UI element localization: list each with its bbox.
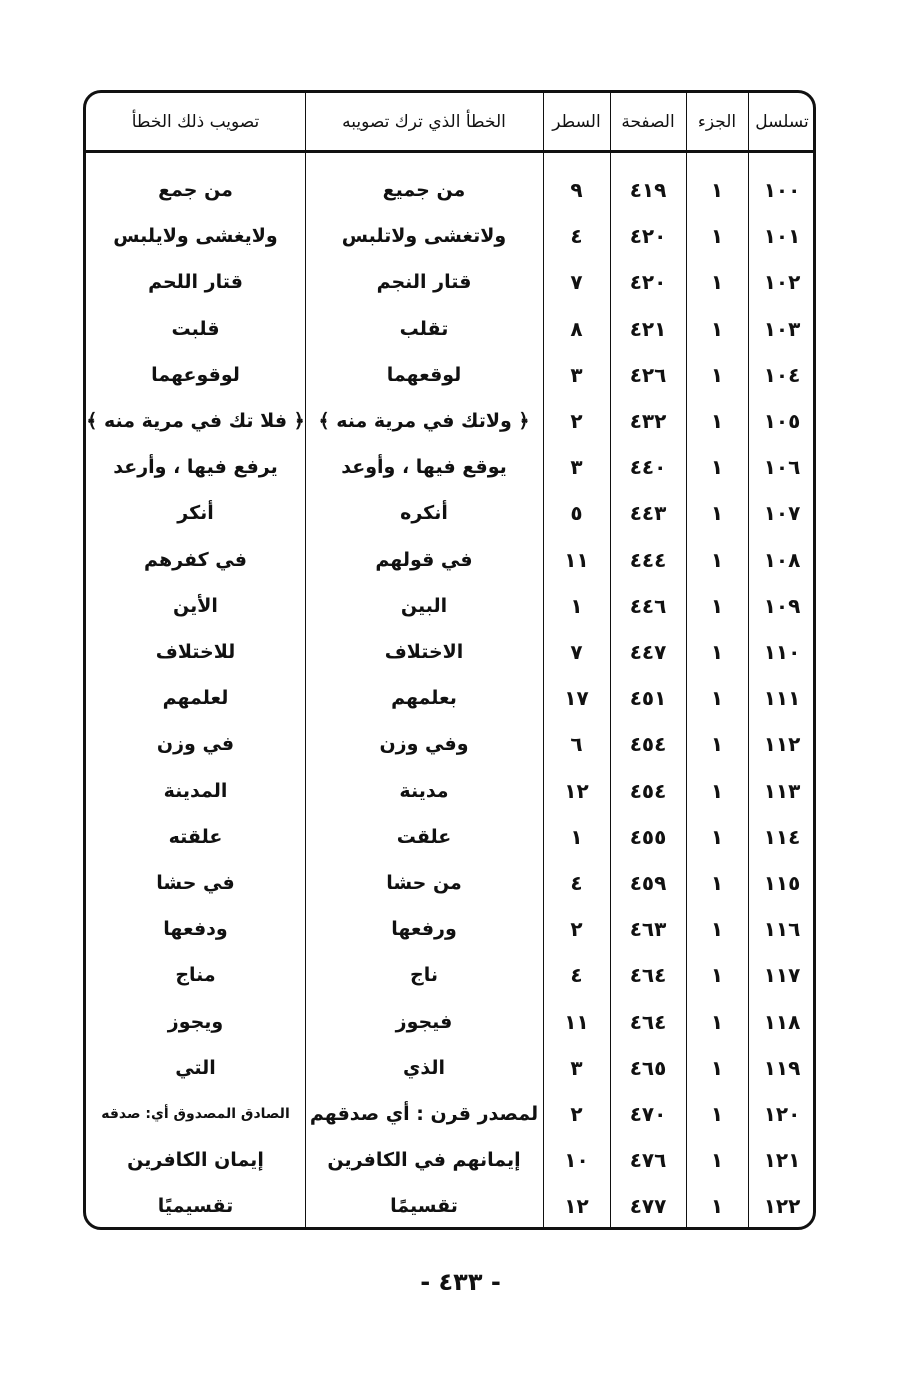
table-body (86, 153, 813, 1227)
cell-page: ٤١٩ (629, 178, 667, 202)
table-row (86, 1137, 813, 1183)
cell-part: ١ (710, 178, 724, 202)
cell-page: ٤٤٤ (629, 547, 667, 572)
cell-line: ٨ (570, 316, 583, 341)
cell-correction: الصادق المصدوق أي: صدقه (101, 1106, 290, 1122)
cell-part: ١ (710, 455, 724, 480)
cell-correction: لعلمهم (162, 687, 229, 710)
cell-error: من حشا (386, 872, 462, 894)
cell-serial: ١٠٤ (763, 362, 801, 387)
cell-part: ١ (710, 1194, 724, 1219)
cell-part: ١ (710, 593, 724, 618)
cell-serial: ١٢١ (763, 1148, 801, 1173)
cell-correction: في كفرهم (144, 548, 247, 571)
cell-line: ٧ (570, 640, 583, 664)
cell-error: وفي وزن (379, 733, 469, 756)
cell-correction: إيمان الكافرين (127, 1149, 264, 1172)
cell-part: ١ (710, 1009, 724, 1034)
cell-line: ١ (570, 824, 583, 849)
cell-serial: ١٠٧ (763, 501, 801, 526)
errata-table (83, 90, 816, 1230)
table-row (86, 1091, 813, 1137)
cell-part: ١ (710, 362, 724, 387)
cell-line: ٣ (570, 455, 583, 480)
table-row (86, 768, 813, 814)
table-row (86, 952, 813, 998)
cell-serial: ١٠٦ (763, 455, 801, 480)
cell-line: ٤ (570, 963, 583, 988)
header-error: الخطأ الذي ترك تصويبه (342, 111, 506, 132)
cell-correction: مناج (175, 964, 216, 987)
cell-line: ٥ (570, 501, 583, 526)
cell-part: ١ (710, 640, 724, 664)
cell-page: ٤٣٢ (629, 409, 667, 433)
cell-line: ٤ (570, 871, 583, 895)
cell-error: ناج (410, 964, 438, 987)
cell-error: من جميع (382, 179, 466, 201)
cell-error: تقسيمًا (390, 1195, 458, 1218)
cell-line: ٢ (570, 409, 583, 433)
cell-correction: ويجوز (167, 1010, 224, 1033)
table-row (86, 814, 813, 860)
page-number: - ٤٣٣ - (420, 1268, 501, 1296)
cell-serial: ١١٢ (763, 732, 801, 757)
cell-error: ﴿ ولاتك في مرية منه ﴾ (318, 410, 530, 432)
cell-serial: ١١٤ (763, 824, 801, 849)
table-row (86, 306, 813, 352)
cell-line: ٤ (570, 224, 583, 249)
table-row (86, 906, 813, 952)
cell-serial: ١٢٢ (763, 1194, 801, 1219)
cell-page: ٤٢١ (629, 316, 667, 341)
cell-part: ١ (710, 1102, 724, 1126)
cell-correction: أنكر (177, 502, 214, 525)
cell-page: ٤٦٥ (629, 1055, 667, 1080)
cell-part: ١ (710, 963, 724, 988)
cell-part: ١ (710, 778, 724, 803)
cell-correction: يرفع فيها ، وأرعد (113, 456, 278, 479)
table-row (86, 675, 813, 721)
cell-error: أنكره (400, 502, 448, 525)
header-correction: تصويب ذلك الخطأ (131, 111, 260, 132)
cell-serial: ١١٥ (763, 871, 801, 895)
cell-part: ١ (710, 316, 724, 341)
cell-correction: قتار اللحم (148, 271, 243, 294)
cell-page: ٤٤٧ (629, 640, 667, 664)
cell-line: ١ (570, 593, 583, 618)
cell-line: ١١ (564, 547, 589, 572)
table-row (86, 259, 813, 305)
cell-correction: ﴿ فلا تك في مرية منه ﴾ (86, 410, 305, 432)
cell-page: ٤٤٣ (629, 501, 667, 526)
cell-correction: في حشا (156, 872, 235, 894)
cell-error: فيجوز (395, 1010, 453, 1033)
cell-page: ٤٧٠ (629, 1102, 667, 1126)
table-header (86, 93, 813, 153)
cell-page: ٤٤٠ (629, 455, 667, 480)
cell-line: ٢ (570, 1102, 583, 1126)
cell-serial: ١٢٠ (763, 1102, 801, 1126)
cell-page: ٤٥٤ (629, 778, 667, 803)
cell-error: بعلمهم (391, 687, 457, 710)
cell-line: ٣ (570, 1055, 583, 1080)
cell-line: ١٢ (564, 778, 589, 803)
cell-correction: الأين (173, 594, 218, 617)
table-row (86, 167, 813, 213)
cell-part: ١ (710, 224, 724, 249)
cell-correction: لوقوعهما (151, 363, 240, 386)
cell-serial: ١٠٨ (763, 547, 801, 572)
cell-page: ٤٢٦ (629, 362, 667, 387)
cell-part: ١ (710, 917, 724, 942)
cell-correction: ولايغشى ولايلبس (113, 225, 278, 248)
cell-correction: في وزن (156, 733, 235, 756)
table-row (86, 490, 813, 536)
header-page: الصفحة (621, 111, 675, 132)
cell-correction: للاختلاف (155, 641, 236, 663)
cell-error: مدينة (399, 779, 449, 802)
cell-error: لمصدر قرن : أي صدقهم (309, 1103, 539, 1125)
cell-line: ٧ (570, 270, 583, 295)
cell-error: يوقع فيها ، وأوعد (341, 456, 507, 479)
cell-serial: ١١١ (763, 686, 801, 711)
cell-error: الاختلاف (384, 641, 464, 663)
cell-page: ٤٦٤ (629, 1009, 667, 1034)
cell-serial: ١١٠ (763, 640, 801, 664)
cell-correction: قلبت (171, 317, 220, 340)
cell-part: ١ (710, 270, 724, 295)
cell-correction: المدينة (163, 779, 228, 802)
cell-error: لوقعهما (386, 363, 462, 386)
cell-part: ١ (710, 1055, 724, 1080)
cell-serial: ١٠٩ (763, 593, 801, 618)
cell-part: ١ (710, 871, 724, 895)
cell-page: ٤٥٩ (629, 871, 667, 895)
cell-page: ٤٤٦ (629, 593, 667, 618)
cell-line: ١١ (564, 1009, 589, 1034)
cell-error: قتار النجم (376, 271, 472, 294)
cell-page: ٤٥٤ (629, 732, 667, 757)
cell-page: ٤٥٥ (629, 824, 667, 849)
cell-part: ١ (710, 547, 724, 572)
table-row (86, 398, 813, 444)
cell-page: ٤٦٤ (629, 963, 667, 988)
table-row (86, 629, 813, 675)
cell-serial: ١٠٥ (763, 409, 801, 433)
table-row (86, 721, 813, 767)
cell-error: ورفعها (391, 918, 457, 941)
cell-error: البين (400, 594, 448, 617)
cell-serial: ١٠٠ (763, 178, 801, 202)
cell-correction: تقسيميًا (157, 1195, 234, 1218)
cell-error: الذي (402, 1056, 446, 1079)
cell-part: ١ (710, 824, 724, 849)
table-row (86, 1045, 813, 1091)
cell-serial: ١١٧ (763, 963, 801, 988)
cell-page: ٤٧٧ (629, 1194, 667, 1219)
cell-error: تقلب (399, 317, 449, 340)
cell-page: ٤٧٦ (629, 1148, 667, 1173)
cell-line: ٣ (570, 362, 583, 387)
cell-line: ١٠ (564, 1148, 589, 1173)
cell-part: ١ (710, 409, 724, 433)
cell-error: إيمانهم في الكافرين (327, 1149, 521, 1172)
cell-serial: ١١٦ (763, 917, 801, 942)
header-part: الجزء (697, 111, 737, 132)
cell-part: ١ (710, 732, 724, 757)
cell-serial: ١١٨ (763, 1009, 801, 1034)
table-row (86, 860, 813, 906)
cell-correction: علقته (168, 825, 223, 848)
cell-part: ١ (710, 501, 724, 526)
cell-error: ولاتغشى ولاتلبس (341, 225, 507, 248)
cell-page: ٤٢٠ (629, 224, 667, 249)
header-serial: تسلسل (755, 111, 809, 132)
table-row (86, 999, 813, 1045)
cell-serial: ١٠١ (763, 224, 801, 249)
cell-correction: من جمع (158, 179, 233, 201)
cell-serial: ١١٩ (763, 1055, 801, 1080)
table-row (86, 444, 813, 490)
table-row (86, 213, 813, 259)
cell-part: ١ (710, 686, 724, 711)
cell-part: ١ (710, 1148, 724, 1173)
cell-serial: ١١٣ (763, 778, 801, 803)
cell-page: ٤٥١ (629, 686, 667, 711)
cell-line: ٦ (570, 732, 583, 757)
cell-correction: ودفعها (163, 918, 228, 941)
cell-serial: ١٠٢ (763, 270, 801, 295)
cell-line: ١٢ (564, 1194, 589, 1219)
cell-line: ٢ (570, 917, 583, 942)
cell-line: ١٧ (564, 686, 589, 711)
table-row (86, 537, 813, 583)
cell-serial: ١٠٣ (763, 316, 801, 341)
cell-correction: التي (175, 1056, 216, 1079)
cell-page: ٤٦٣ (629, 917, 667, 942)
cell-line: ٩ (570, 178, 583, 202)
cell-error: علقت (396, 825, 452, 848)
header-line: السطر (552, 111, 601, 132)
table-row (86, 1183, 813, 1229)
cell-error: في قولهم (375, 548, 473, 571)
cell-page: ٤٢٠ (629, 270, 667, 295)
table-row (86, 352, 813, 398)
table-row (86, 583, 813, 629)
